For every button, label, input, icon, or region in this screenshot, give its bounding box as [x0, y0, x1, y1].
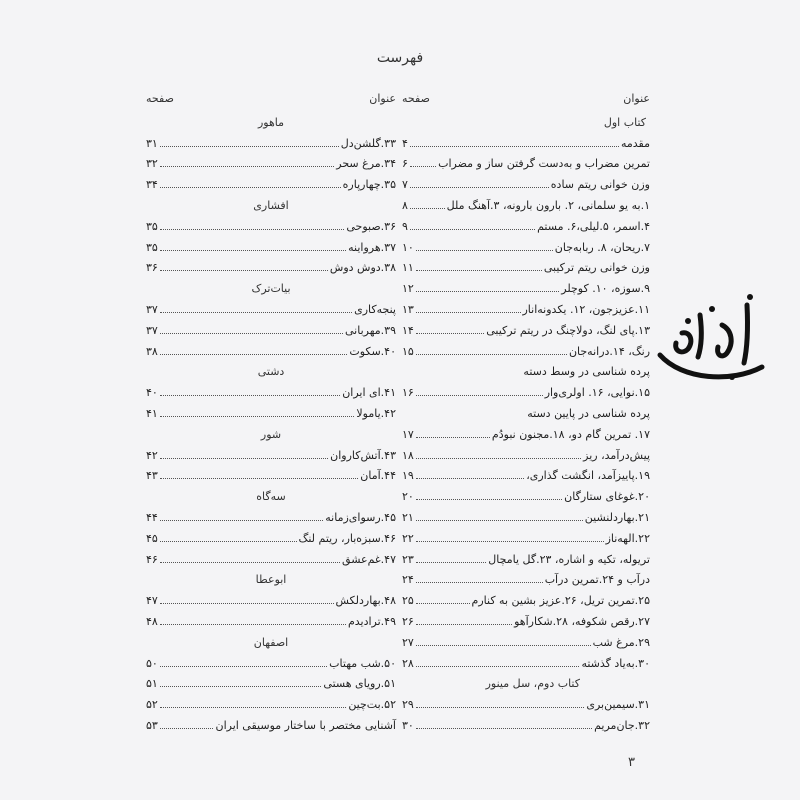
entry-title: ۴۳.آتش‌کاروان — [330, 448, 396, 462]
entry-title: ۴۷.غم‌عشق — [342, 552, 396, 566]
toc-entry — [402, 420, 650, 441]
entry-page: ۴۶ — [146, 552, 158, 566]
entry-title: رنگ، ۱۴.درانه‌جان — [568, 344, 650, 358]
toc-entry — [146, 503, 396, 524]
toc-entry — [402, 274, 650, 295]
toc-entry — [402, 586, 650, 607]
dot-leader — [416, 666, 580, 667]
entry-title: ۲۰.غوغای ستارگان — [564, 490, 650, 504]
dot-leader — [410, 208, 445, 209]
dot-leader — [416, 707, 585, 708]
entry-title: وزن خوانی ریتم ساده — [550, 178, 650, 192]
toc-entry — [402, 545, 650, 566]
entry-page: ۳۸ — [146, 344, 158, 358]
entry-page: ۱۸ — [402, 448, 414, 462]
toc-entry — [146, 337, 396, 358]
toc-entry — [146, 399, 396, 420]
header-page-label: صفحه — [146, 92, 174, 105]
dot-leader — [160, 187, 341, 188]
dot-leader — [160, 686, 322, 687]
dot-leader — [160, 562, 340, 563]
dot-leader — [160, 541, 297, 542]
dot-leader — [416, 624, 512, 625]
entry-title: ۳۶.صبوحی — [346, 219, 396, 233]
toc-entry — [402, 441, 650, 462]
entry-page: ۳۵ — [146, 240, 158, 254]
toc-entry — [402, 711, 650, 732]
toc-entry — [146, 254, 396, 275]
toc-section-heading: دشتی — [257, 365, 285, 379]
toc-entry — [146, 524, 396, 545]
entry-page: ۱۴ — [402, 323, 414, 337]
entry-title: ۱۷. تمرین گام دو، ۱۸.مجنون نبودُم — [491, 427, 650, 441]
toc-entry — [402, 628, 650, 649]
toc-section-heading: ابوعطا — [255, 573, 287, 587]
entry-page: ۴۵ — [146, 531, 158, 545]
entry-page: ۴۴ — [146, 510, 158, 524]
toc-entry — [146, 233, 396, 254]
entry-page: ۵۲ — [146, 698, 158, 712]
toc-entry — [146, 170, 396, 191]
dot-leader — [160, 312, 352, 313]
entry-page: ۳۷ — [146, 323, 158, 337]
entry-title: ۲۷.رقص شکوفه، ۲۸.شکارآهو — [514, 614, 650, 628]
dot-leader — [160, 333, 343, 334]
entry-title: مقدمه — [620, 136, 650, 150]
dot-leader — [160, 416, 355, 417]
entry-page: ۵۰ — [146, 656, 158, 670]
entry-page: ۴۳ — [146, 469, 158, 483]
entry-page: ۳۲ — [146, 157, 158, 171]
entry-title: ۴۴.آمان — [360, 469, 396, 483]
toc-entry — [146, 462, 396, 483]
entry-page: ۸ — [402, 198, 408, 212]
dot-leader — [416, 354, 567, 355]
dot-leader — [160, 395, 340, 396]
page-title: فهرست — [376, 50, 424, 66]
entry-page: ۱۰ — [402, 240, 414, 254]
entry-page: ۱۳ — [402, 302, 414, 316]
entry-page: ۱۹ — [402, 469, 414, 483]
entry-page: ۳۵ — [146, 219, 158, 233]
entry-page: ۲۱ — [402, 510, 414, 524]
toc-entry — [146, 690, 396, 711]
dot-leader — [416, 478, 524, 479]
entry-title: ۴۵.رسوای‌زمانه — [325, 510, 396, 524]
entry-page: ۱۲ — [402, 282, 414, 296]
entry-title: درآب و ۲۴.تمرین درآب — [544, 573, 650, 587]
toc-entry — [402, 566, 650, 587]
toc-list-right — [402, 108, 650, 732]
dot-leader — [416, 645, 591, 646]
entry-title: ۲۲.الهه‌ناز — [605, 531, 650, 545]
entry-page: ۲۳ — [402, 552, 414, 566]
toc-column-right — [402, 92, 650, 732]
dot-leader — [160, 478, 358, 479]
dot-leader — [416, 312, 521, 313]
entry-title: ۳۸.دوش دوش — [329, 261, 396, 275]
toc-subheading: پرده شناسی در وسط دسته — [523, 365, 650, 379]
entry-title: ۳۳.گلشن‌دل — [340, 136, 396, 150]
dot-leader — [160, 624, 346, 625]
dot-leader — [410, 166, 436, 167]
dot-leader — [160, 146, 339, 147]
toc-header-left — [146, 92, 396, 108]
entry-title: ۱۵.نوایی، ۱۶. اولری‌وار — [544, 386, 650, 400]
entry-title: ۱.به یو سلمانی، ۲. بارون بارونه، ۳.آهنگ ملل — [446, 198, 650, 212]
toc-entry — [402, 378, 650, 399]
entry-page: ۳۶ — [146, 261, 158, 275]
dot-leader — [160, 666, 327, 667]
dot-leader — [160, 270, 328, 271]
entry-title: آشنایی مختصر با ساختار موسیقی ایران — [215, 718, 396, 732]
watermark-calligraphy-logo — [652, 285, 772, 395]
entry-page: ۲۰ — [402, 490, 414, 504]
entry-title: ۴.اسمر، ۵.لیلی،۶. مستم — [537, 219, 650, 233]
entry-page: ۳۰ — [402, 718, 414, 732]
entry-title: ۴۹.ترادیدم — [347, 614, 396, 628]
entry-title: ۳۹.مهربانی — [345, 323, 396, 337]
entry-title: ۳۴.مرغ سحر — [336, 157, 396, 171]
entry-title: پنجه‌کاری — [354, 302, 396, 316]
entry-page: ۵۱ — [146, 677, 158, 691]
entry-page: ۱۷ — [402, 427, 414, 441]
toc-entry — [402, 316, 650, 337]
header-page-label: صفحه — [402, 92, 430, 105]
toc-entry — [146, 711, 396, 732]
toc-section-heading: افشاری — [253, 198, 289, 212]
entry-title: ۳۵.چهارپاره — [342, 178, 396, 192]
dot-leader — [416, 541, 604, 542]
toc-entry — [402, 295, 650, 316]
toc-subheading: پرده شناسی در پایین دسته — [527, 406, 650, 420]
toc-entry — [402, 212, 650, 233]
entry-page: ۲۹ — [402, 698, 414, 712]
dot-leader — [160, 354, 348, 355]
entry-page: ۲۶ — [402, 614, 414, 628]
dot-leader — [410, 187, 549, 188]
entry-page: ۹ — [402, 219, 408, 233]
toc-entry — [146, 295, 396, 316]
dot-leader — [160, 250, 346, 251]
dot-leader — [160, 166, 334, 167]
toc-section-heading: ماهور — [257, 115, 285, 129]
entry-page: ۴۰ — [146, 386, 158, 400]
toc-entry — [402, 337, 650, 358]
toc-entry — [146, 129, 396, 150]
entry-title: تریوله، تکیه و اشاره، ۲۳.گل یامچال — [488, 552, 650, 566]
toc-entry — [402, 503, 650, 524]
toc-entry — [402, 129, 650, 150]
dot-leader — [416, 395, 543, 396]
dot-leader — [416, 291, 559, 292]
dot-leader — [416, 603, 470, 604]
toc-entry — [402, 482, 650, 503]
entry-title: ۳۷.هرواینه — [348, 240, 396, 254]
toc-section-heading: کتاب دوم، سل مینور — [485, 677, 580, 691]
entry-title: ۲۱.بهاردلنشین — [584, 510, 650, 524]
entry-title: ۹.سوزه، ۱۰. کوچلر — [561, 282, 650, 296]
toc-column-left — [146, 92, 396, 732]
entry-page: ۲۲ — [402, 531, 414, 545]
toc-section-heading: کتاب اول — [603, 115, 646, 129]
entry-page: ۴۷ — [146, 594, 158, 608]
entry-page: ۴۸ — [146, 614, 158, 628]
entry-page: ۱۵ — [402, 344, 414, 358]
header-title-label: عنوان — [369, 92, 396, 105]
toc-entry — [146, 586, 396, 607]
entry-title: ۴۶.سبزه‌بار، ریتم لنگ — [298, 531, 396, 545]
entry-title: ۵۰.شب مهتاب — [329, 656, 396, 670]
toc-entry — [402, 607, 650, 628]
entry-title: ۴۰.سکوت — [349, 344, 396, 358]
entry-title: پیش‌درآمد، ریز — [583, 448, 650, 462]
toc-entry — [402, 170, 650, 191]
dot-leader — [410, 146, 619, 147]
entry-page: ۳۴ — [146, 178, 158, 192]
dot-leader — [416, 728, 592, 729]
toc-entry — [146, 649, 396, 670]
toc-entry — [402, 649, 650, 670]
entry-title: ۳۰.به‌یاد گذشته — [581, 656, 650, 670]
toc-entry — [146, 150, 396, 171]
toc-entry — [146, 378, 396, 399]
entry-page: ۳۷ — [146, 302, 158, 316]
dot-leader — [416, 520, 583, 521]
page-number: ۳ — [628, 755, 635, 770]
dot-leader — [416, 458, 581, 459]
entry-page: ۴۲ — [146, 448, 158, 462]
entry-page: ۷ — [402, 178, 408, 192]
toc-entry — [146, 607, 396, 628]
entry-title: ۴۲.یامولا — [356, 406, 396, 420]
header-title-label: عنوان — [623, 92, 650, 105]
toc-header-right — [402, 92, 650, 108]
toc-section-heading: بیات‌ترک — [251, 282, 291, 296]
toc-section-heading: سه‌گاه — [256, 490, 286, 504]
entry-title: تمرین مضراب و به‌دست گرفتن ساز و مضراب — [438, 157, 650, 171]
toc-entry — [402, 254, 650, 275]
entry-title: ۲۵.تمرین تریل، ۲۶.عزیز بشین به کنارم — [471, 594, 650, 608]
toc-entry — [146, 212, 396, 233]
toc-entry — [402, 233, 650, 254]
toc-entry — [402, 191, 650, 212]
dot-leader — [410, 229, 535, 230]
entry-title: ۱۳.پای لنگ، دولاچنگ در ریتم ترکیبی — [486, 323, 650, 337]
entry-page: ۵۳ — [146, 718, 158, 732]
entry-title: ۴۸.بهاردلکش — [335, 594, 396, 608]
entry-title: ۷.ریحان، ۸. ربابه‌جان — [554, 240, 650, 254]
dot-leader — [416, 562, 486, 563]
entry-title: ۵۱.رویای هستی — [323, 677, 396, 691]
entry-page: ۴۱ — [146, 406, 158, 420]
entry-page: ۳۱ — [146, 136, 158, 150]
toc-section-heading: اصفهان — [253, 635, 289, 649]
entry-title: ۴۱.ای ایران — [342, 386, 396, 400]
entry-title: ۳۲.جان‌مریم — [594, 718, 650, 732]
dot-leader — [160, 458, 328, 459]
entry-title: وزن خوانی ریتم ترکیبی — [543, 261, 650, 275]
toc-list-left — [146, 108, 396, 732]
entry-page: ۶ — [402, 157, 408, 171]
entry-page: ۲۵ — [402, 594, 414, 608]
toc-entry — [146, 316, 396, 337]
entry-page: ۱۶ — [402, 386, 414, 400]
entry-title: ۵۲.بت‌چین — [348, 698, 396, 712]
dot-leader — [160, 603, 334, 604]
dot-leader — [160, 728, 214, 729]
dot-leader — [416, 582, 543, 583]
entry-title: ۲۹.مرغ شب — [592, 635, 650, 649]
entry-title: ۱۹.پاییزآمد، انگشت گذاری، — [526, 469, 650, 483]
entry-page: ۲۷ — [402, 635, 414, 649]
toc-entry — [146, 441, 396, 462]
dot-leader — [416, 333, 484, 334]
entry-page: ۱۱ — [402, 261, 414, 275]
dot-leader — [160, 229, 345, 230]
entry-page: ۲۸ — [402, 656, 414, 670]
toc-entry — [146, 545, 396, 566]
toc-entry — [402, 690, 650, 711]
dot-leader — [416, 270, 542, 271]
entry-page: ۴ — [402, 136, 408, 150]
dot-leader — [416, 250, 553, 251]
toc-entry — [402, 150, 650, 171]
toc-section-heading: شور — [260, 427, 282, 441]
dot-leader — [160, 707, 346, 708]
dot-leader — [416, 499, 562, 500]
dot-leader — [416, 437, 490, 438]
toc-entry — [402, 524, 650, 545]
dot-leader — [160, 520, 323, 521]
toc-entry — [146, 670, 396, 691]
entry-page: ۲۴ — [402, 573, 414, 587]
toc-entry — [402, 462, 650, 483]
entry-title: ۱۱.عزیزجون، ۱۲. یکدونه‌انار — [522, 302, 650, 316]
entry-title: ۳۱.سیمین‌بری — [586, 698, 650, 712]
